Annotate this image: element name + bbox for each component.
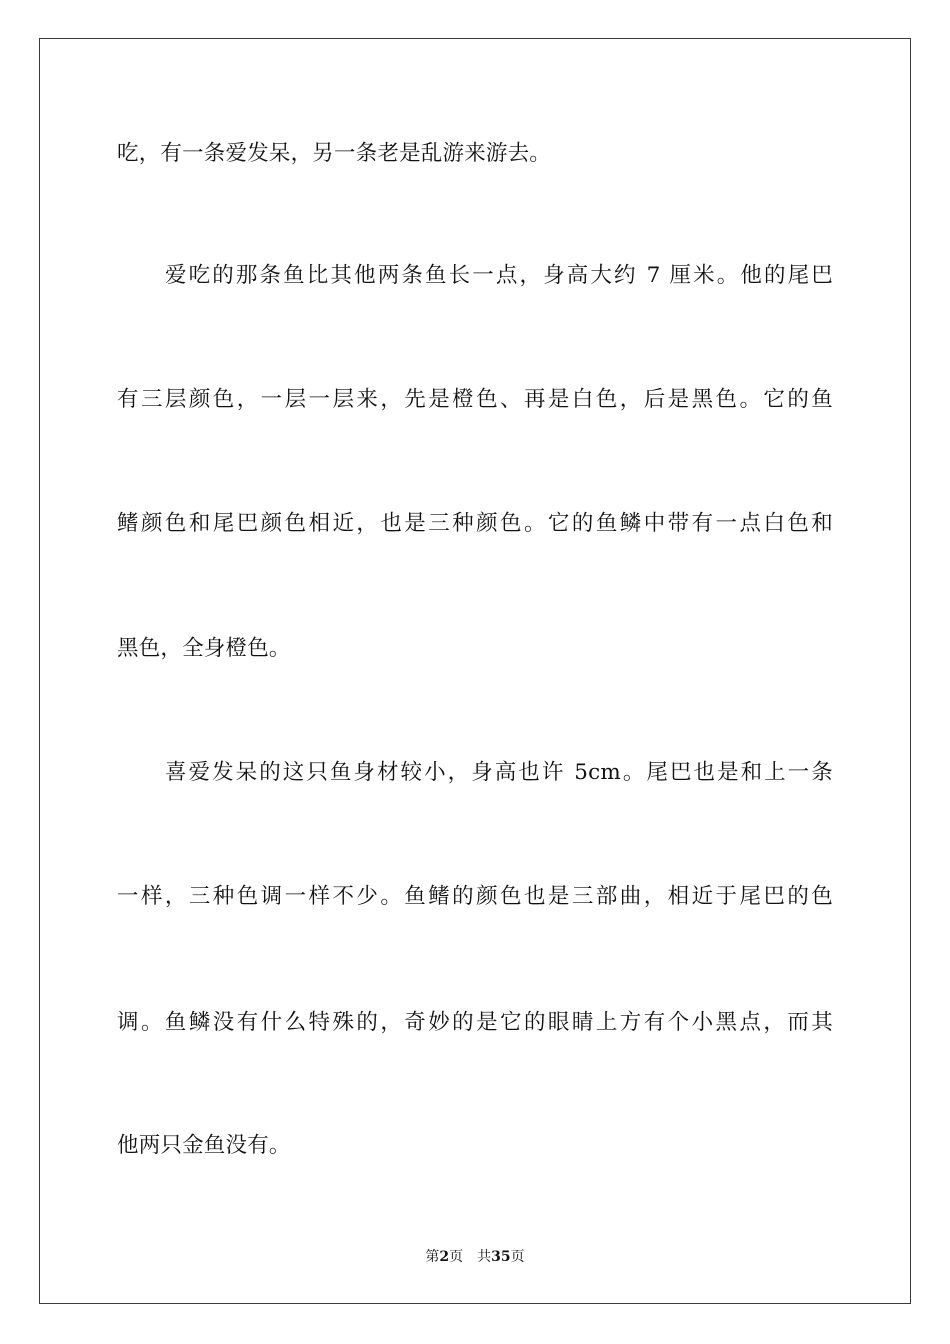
body-text-line-9: 他两只金鱼没有。 xyxy=(117,1133,291,1158)
body-text-line-4: 鳍颜色和尾巴颜色相近，也是三种颜色。它的鱼鳞中带有一点白色和 xyxy=(117,511,833,536)
page-footer xyxy=(0,1248,950,1266)
page-prefix: 第 xyxy=(425,1249,440,1265)
total-prefix: 共 xyxy=(477,1249,492,1265)
body-text-line-6: 喜爱发呆的这只鱼身材较小，身高也许 5cm。尾巴也是和上一条 xyxy=(165,760,833,785)
total-suffix: 页 xyxy=(510,1249,525,1265)
body-text-line-1: 吃，有一条爱发呆，另一条老是乱游来游去。 xyxy=(117,141,552,166)
page-suffix: 页 xyxy=(449,1249,464,1265)
body-text-line-8: 调。鱼鳞没有什么特殊的，奇妙的是它的眼睛上方有个小黑点，而其 xyxy=(117,1010,833,1035)
body-text-line-7: 一样，三种色调一样不少。鱼鳍的颜色也是三部曲，相近于尾巴的色 xyxy=(117,884,833,909)
page-number: 2 xyxy=(439,1249,450,1265)
total-pages: 35 xyxy=(491,1249,511,1265)
body-text-line-5: 黑色，全身橙色。 xyxy=(117,636,291,661)
page-border xyxy=(39,38,911,1304)
body-text-line-3: 有三层颜色，一层一层来，先是橙色、再是白色，后是黑色。它的鱼 xyxy=(117,387,833,412)
body-text-line-2: 爱吃的那条鱼比其他两条鱼长一点，身高大约 7 厘米。他的尾巴 xyxy=(165,263,833,288)
